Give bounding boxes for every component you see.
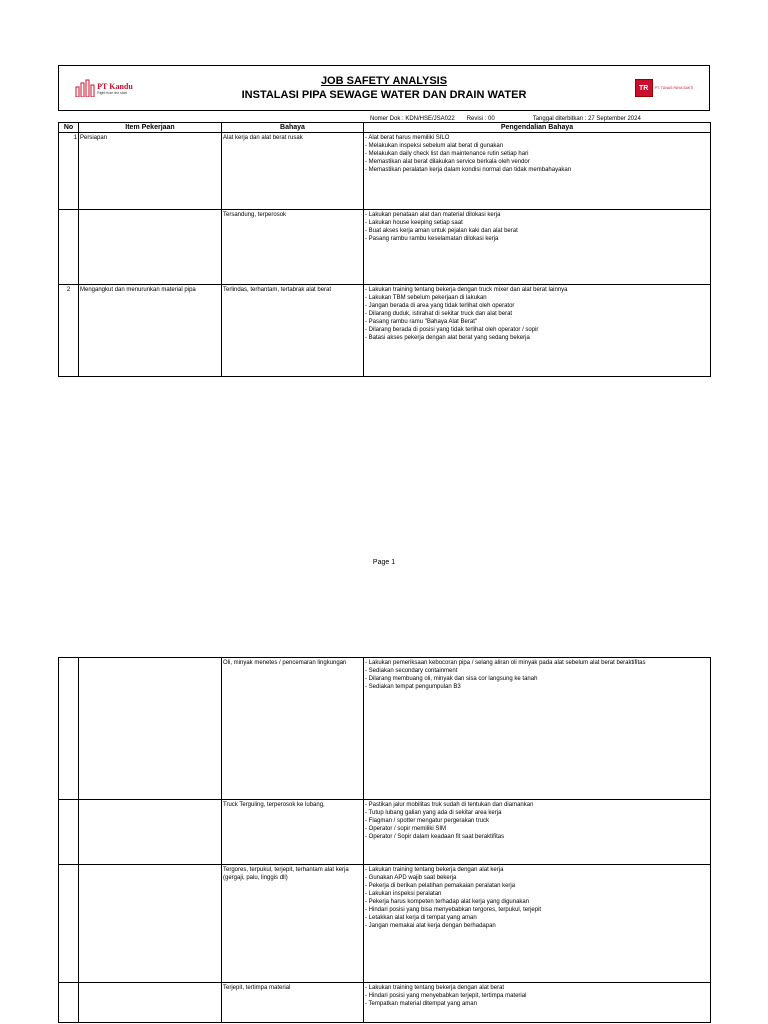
jsa-table-page-1 — [58, 122, 711, 377]
col-header-pengendalian: Pengendalian Bahaya — [364, 123, 711, 133]
control-item: - Operator / sopir memiliki SIM — [365, 826, 447, 832]
control-item: - Sediakan secondary containment — [365, 668, 458, 674]
row-controls — [364, 800, 711, 865]
company-tagline-left: Right from the start — [97, 90, 127, 95]
row-no: 1 — [59, 133, 79, 210]
control-item: - Memastikan alat berat dilakukan service berkala oleh vendor — [365, 159, 530, 165]
col-header-item: Item Pekerjaan — [79, 123, 222, 133]
table-row — [59, 285, 711, 377]
row-item: Persiapan — [79, 133, 222, 210]
table-row — [59, 865, 711, 983]
jsa-table-page-2 — [58, 657, 711, 1023]
company-name-left: PT Kandu — [97, 81, 133, 91]
row-item — [79, 865, 222, 983]
col-header-no: No — [59, 123, 79, 133]
row-no: 2 — [59, 285, 79, 377]
row-item — [79, 983, 222, 1023]
control-item: - Lakukan inspeksi peralatan — [365, 891, 442, 897]
doc-date: Tanggal diterbitkan : 27 September 2024 — [532, 116, 641, 122]
row-bahaya: Terjepit, tertimpa material — [222, 983, 364, 1023]
table-row — [59, 133, 711, 210]
control-item: - Jangan memakai alat kerja dengan berhadapan — [365, 923, 496, 929]
control-item: - Alat berat harus memiliki SILO — [365, 135, 450, 141]
title-line-1: JOB SAFETY ANALYSIS — [320, 75, 448, 87]
table-row — [59, 658, 711, 800]
row-no — [59, 800, 79, 865]
control-item: - Lakukan pemeriksaan kebocoran pipa / selang aliran oli minyak pada alat sebelum alat berat beraktifitas — [365, 660, 646, 666]
row-item: Mengangkut dan menurunkan material pipa — [79, 285, 222, 377]
jsa-page-2 — [58, 657, 710, 1023]
document-info — [58, 111, 710, 122]
control-item: - Pasang rambu rambu keselamatan dilokasi kerja — [365, 236, 499, 242]
control-item: - Pastikan jalur mobilitas truk sudah di tentukan dan diamankan — [365, 802, 534, 808]
control-item: - Tutup lubang galian yang ada di sekitar area kerja — [365, 810, 502, 816]
company-name-right: PT. TUNAS RAYA SAKTI — [654, 85, 694, 90]
row-controls — [364, 133, 711, 210]
control-item: - Melakukan inspeksi sebelum alat berat di gunakan — [365, 143, 504, 149]
control-item: - Lakukan TBM sebelum pekerjaan di lakukan — [365, 295, 487, 301]
control-item: - Jangan berada di area yang tidak terlihat oleh operator — [365, 303, 515, 309]
control-item: - Sediakan tempat pengumpulan B3 — [365, 684, 461, 690]
row-controls — [364, 285, 711, 377]
row-controls — [364, 210, 711, 285]
control-item: - Dilarang berada di posisi yang tidak terlihat oleh operator / sopir — [365, 327, 539, 333]
control-item: - Hindari posisi yang bisa menyebabkan tergores, terpukul, terjepit — [365, 907, 542, 913]
company-logo-right — [619, 66, 709, 110]
row-bahaya: Terlindas, terhantam, tertabrak alat berat — [222, 285, 364, 377]
control-item: - Hindari posisi yang menyebabkan terjepit, tertimpa material — [365, 993, 527, 999]
control-item: - Lakukan training tentang bekerja dengan alat kerja — [365, 867, 504, 873]
page-number-label: Page 1 — [372, 559, 396, 566]
title-line-2: INSTALASI PIPA SEWAGE WATER DAN DRAIN WATER — [241, 89, 527, 101]
row-bahaya: Oli, minyak menetes / pencemaran lingkungan — [222, 658, 364, 800]
control-item: - Melakukan daily check list dan maintenance rutin setiap hari — [365, 151, 529, 157]
control-item: - Flagman / spotter mengatur pergerakan truck — [365, 818, 490, 824]
row-controls — [364, 983, 711, 1023]
table-row — [59, 800, 711, 865]
table-row — [59, 210, 711, 285]
row-bahaya: Alat kerja dan alat berat rusak — [222, 133, 364, 210]
row-controls — [364, 865, 711, 983]
row-no — [59, 658, 79, 800]
col-header-bahaya: Bahaya — [222, 123, 364, 133]
control-item: - Tempatkan material ditempat yang aman — [365, 1001, 477, 1007]
control-item: - Memastikan peralatan kerja dalam kondisi normal dan tidak membahayakan — [365, 167, 572, 173]
row-item — [79, 210, 222, 285]
row-bahaya: Tersandung, terperosok — [222, 210, 364, 285]
control-item: - Gunakan APD wajib saat bekerja — [365, 875, 457, 881]
company-logo-left — [59, 66, 149, 110]
building-icon — [75, 79, 95, 97]
jsa-page-1 — [58, 65, 710, 377]
control-item: - Lakukan house keeping setiap saat — [365, 220, 463, 226]
control-item: - Batasi akses pekerja dengan alat berat yang sedang bekerja — [365, 335, 530, 341]
document-title — [149, 66, 619, 110]
control-item: - Lakukan training tentang bekerja dengan truck mixer dan alat berat lainnya — [365, 287, 568, 293]
control-item: - Buat akses kerja aman untuk pejalan kaki dan alat berat — [365, 228, 518, 234]
row-no — [59, 865, 79, 983]
control-item: - Operator / Sopir dalam keadaan fit saat beraktifitas — [365, 834, 505, 840]
control-item: - Dilarang duduk, istirahat di sekitar truck dan alat berat — [365, 311, 513, 317]
control-item: - Pekerja harus kompeten terhadap alat kerja yang digunakan — [365, 899, 530, 905]
table-header-row — [59, 123, 711, 133]
row-item — [79, 800, 222, 865]
control-item: - Pasang rambu ramu "Bahaya Alat Berat" — [365, 319, 477, 325]
doc-revision: Revisi : 00 — [466, 116, 495, 122]
row-controls — [364, 658, 711, 800]
control-item: - Letakkan alat kerja di tempat yang aman — [365, 915, 477, 921]
control-item: - Lakukan training tentang bekerja dengan alat berat — [365, 985, 505, 991]
row-item — [79, 658, 222, 800]
table-row — [59, 983, 711, 1023]
control-item: - Dilarang membuang oli, minyak dan sisa cor langsung ke tanah — [365, 676, 538, 682]
row-bahaya: Tergores, terpukul, terjepit, terhantam alat kerja (gergaji, palu, linggis dll) — [222, 865, 364, 983]
control-item: - Pekerja di berikan pelatihan pemakaian peralatan kerja — [365, 883, 516, 889]
row-no — [59, 983, 79, 1023]
row-bahaya: Truck Terguling, terperosok ke lubang, — [222, 800, 364, 865]
row-no — [59, 210, 79, 285]
doc-number: Nomer Dok : KDN/HSE/JSA022 — [370, 116, 455, 122]
control-item: - Lakukan penataan alat dan material dilokasi kerja — [365, 212, 501, 218]
document-header — [58, 65, 710, 111]
trs-logo-icon: TR — [635, 79, 653, 97]
